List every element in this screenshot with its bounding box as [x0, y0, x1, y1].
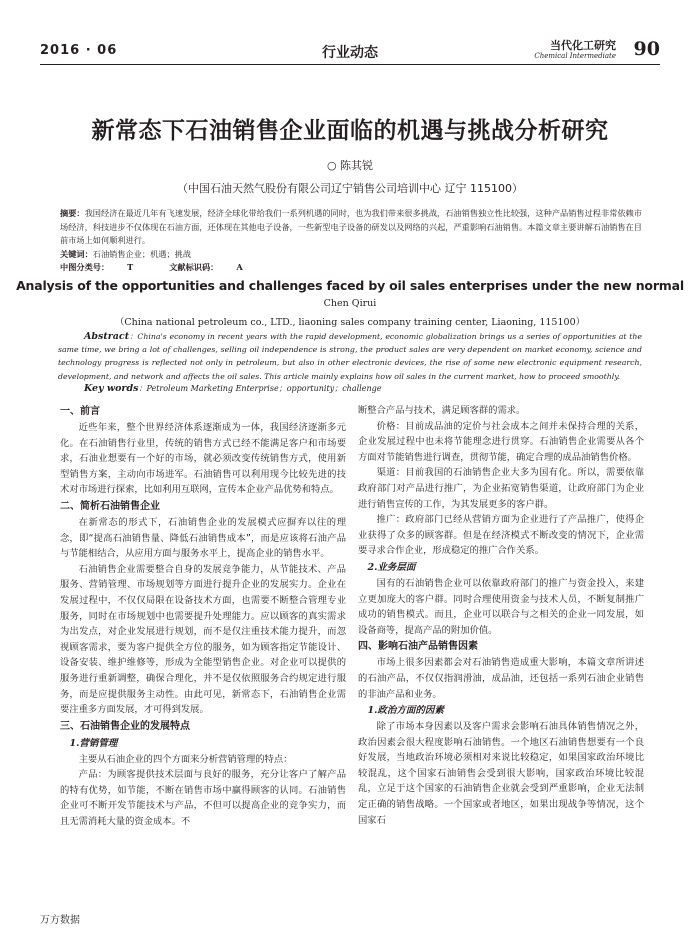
english-keywords-colon: ： — [138, 384, 147, 393]
english-abstract-label: Abstract — [84, 331, 130, 342]
english-title: Analysis of the opportunities and challenges faced by oil sales enterprises under the new normal — [16, 278, 684, 293]
clc-label: 中图分类号： — [60, 262, 110, 272]
keywords-text: 石油销售企业；机遇；挑战 — [92, 248, 192, 259]
english-keywords-text: Petroleum Marketing Enterprise；opportunity；challenge — [146, 384, 382, 393]
subsection-heading: 1.政治方面的因素 — [367, 705, 444, 717]
paragraph-continued: 断整合产品与技术，满足顾客群的需求。 — [358, 405, 526, 416]
paragraph: 近些年来，整个世界经济体系逐渐成为一体，我国经济逐渐多元化。在石油销售行业里，传统的销售方式已经不能满足客户和市场要求，石油业想要有一个好的市场，就必须改变传统销售方式，使用新型销售方案，主动向市场进军。石油销售可以利用现今比较先进的技术对市场进行探索，比如利用互联网，宣传本企业产品优势和特点。 — [60, 422, 346, 496]
section-heading: 二、简析石油销售企业 — [60, 500, 160, 512]
header-rule — [40, 64, 660, 65]
article-title: 新常态下石油销售企业面临的机遇与挑战分析研究 — [91, 118, 609, 144]
section-heading: 一、前言 — [60, 406, 100, 417]
paragraph: 石油销售企业需要整合自身的发展竞争能力，从节能技术、产品服务、营销管理、市场规划等方面进行提升企业的发展实力。企业在发展过程中，不仅仅局限在设备技术方面，也需要不断整合管理专业服务，同时在市场规划中也需要提升处理能力。应以顾客的真实需求为出发点，对企业发展进行规划，而不是仅注重技术能力提升，而忽视顾客需求，要为客户提供全方位的服务，如为顾客指定节能设计、设备安装、维护维修等，形成为全能型销售企业。对企业可以提供的服务进行重新调整，确保合理化，并不是仅依照服务合约规定进行服务，而是应提供服务主动性。由此可见，新常态下，石油销售企业需要注重多方面发展，才可得到发展。 — [60, 563, 346, 716]
abstract-text: 我国经济在最近几年有飞速发展，经济全球化带给我们一系列机遇的同时，也为我们带来很多挑战，石油销售独立性比较强，这种产品销售过程非常依赖市场经济，科技进步不仅体现在石油方面，还体现在其他电子设备，一些新型电子设备的研发以及网络的兴起，严重影响石油销售。本篇文章主要讲解石油销售在目前市场上如何顺利进行。 — [60, 208, 642, 245]
footer-watermark: 万方数据 — [40, 915, 80, 926]
subsection-heading: 1.营销管理 — [69, 737, 118, 749]
section-heading: 三、石油销售企业的发展特点 — [60, 720, 190, 732]
paragraph: 渠道：目前我国的石油销售企业大多为国有化。所以，需要依靠政府部门对产品进行推广，为企业拓宽销售渠道，让政府部门为企业进行销售宣传的工作，为其发展更多的客户群。 — [358, 467, 644, 510]
section-heading: 四、影响石油产品销售因素 — [358, 641, 478, 653]
english-keywords — [84, 383, 381, 394]
issue-date: 2016 · 06 — [40, 43, 118, 58]
abstract-label: 摘要： — [60, 208, 85, 218]
paragraph: 推广：政府部门已经从营销方面为企业进行了产品推广，使得企业获得了众多的顾客群。但是在经济模式不断改变的情况下，企业需要寻求合作企业，形成稳定的推广合作关系。 — [358, 514, 644, 557]
english-affiliation: （China national petroleum co., LTD., liaoning sales company training center, Liaoning, 115100） — [114, 317, 586, 328]
page-number: 90 — [633, 38, 660, 60]
english-author: Chen Qirui — [323, 298, 377, 309]
english-abstract — [58, 330, 642, 383]
english-abstract-text: China's economy in recent years with the rapid development, economic globalization brings us a series of opportunities at the same time, we bring a lot of challenges, selling oil independence is strong, the product sales are very dependent on market economy, science and technology progress is reflected not only in petroleum, but also in other electronic devices, the rise of some new electronic equipment research, development, and network and affects the oil sales. This article mainly explains how oil sales in the current market, how to proceed smoothly. — [58, 332, 642, 381]
paragraph: 价格：目前成品油的定价与社会成本之间并未保持合理的关系，企业发展过程中也未将节能理念进行贯穿。石油销售企业需要从各个方面对节能销售进行调查，贯彻节能，确定合理的成品油销售价格。 — [358, 420, 644, 463]
paragraph: 主要从石油企业的四个方面来分析营销管理的特点： — [78, 753, 293, 765]
author-name: ○ 陈其锐 — [326, 159, 374, 172]
clc-value: T — [127, 262, 134, 272]
paragraph: 产品：为顾客提供技术层面与良好的服务，充分让客户了解产品的特有优势，如节能，不断在销售市场中赢得顾客的认同。石油销售企业可不断开发节能技术与产品，不但可以提高企业的竞争实力，而且无需消耗大量的资金成本。不 — [60, 769, 346, 828]
english-abstract-colon: ： — [129, 332, 138, 341]
chinese-abstract — [60, 207, 642, 248]
running-header — [40, 40, 660, 62]
doc-code-value: A — [236, 262, 243, 272]
body-column-right — [358, 403, 644, 828]
paragraph: 在新常态的形式下，石油销售企业的发展模式应摒弃以往的理念，即“提高石油销售量、降低石油销售成本”，而是应该将石油产品与节能相结合，从应用方面与服务水平上，提高企业的销售水平。 — [60, 516, 346, 560]
paragraph: 除了市场本身因素以及客户需求会影响石油具体销售情况之外，政治因素会很大程度影响石油销售。一个地区石油销售想要有一个良好发展，当地政治环境必须相对来说比较稳定，如果国家政治环境比较混乱，这个国家石油销售会受到很大影响，国家政治环境比较混乱，立足于这个国家的石油销售企业就会受到严重影响，企业无法制定正确的销售战略。一个国家或者地区，如果出现战争等情况，这个国家石 — [358, 721, 644, 826]
keywords-label: 关键词： — [60, 248, 93, 259]
chinese-keywords — [60, 248, 642, 262]
classification-line — [60, 261, 642, 275]
section-name: 行业动态 — [322, 45, 378, 61]
paragraph: 国有的石油销售企业可以依靠政府部门的推广与资金投入，来建立更加庞大的客户群。同时合理使用资金与技术人员，不断复制推广成功的销售模式。而且，企业可以联合与之相关的企业一同发展，如设备商等，提高产品的附加价值。 — [358, 577, 644, 636]
chinese-abstract-block — [60, 207, 642, 275]
author-affiliation: （中国石油天然气股份有限公司辽宁销售公司培训中心 辽宁 115100） — [177, 182, 523, 195]
paragraph: 市场上很多因素都会对石油销售造成重大影响，本篇文章所讲述的石油产品，不仅仅指润滑油，成品油，还包括一系列石油企业销售的非油产品和业务。 — [358, 657, 644, 700]
journal-name-cn: 当代化工研究 — [550, 39, 616, 52]
subsection-heading: 2.业务层面 — [367, 561, 416, 573]
doc-code-label: 文献标识码： — [169, 262, 219, 272]
journal-name — [534, 40, 616, 61]
journal-name-en: Chemical Intermediate — [534, 52, 616, 60]
english-keywords-label: Key words — [84, 383, 139, 394]
body-column-left — [60, 403, 346, 830]
